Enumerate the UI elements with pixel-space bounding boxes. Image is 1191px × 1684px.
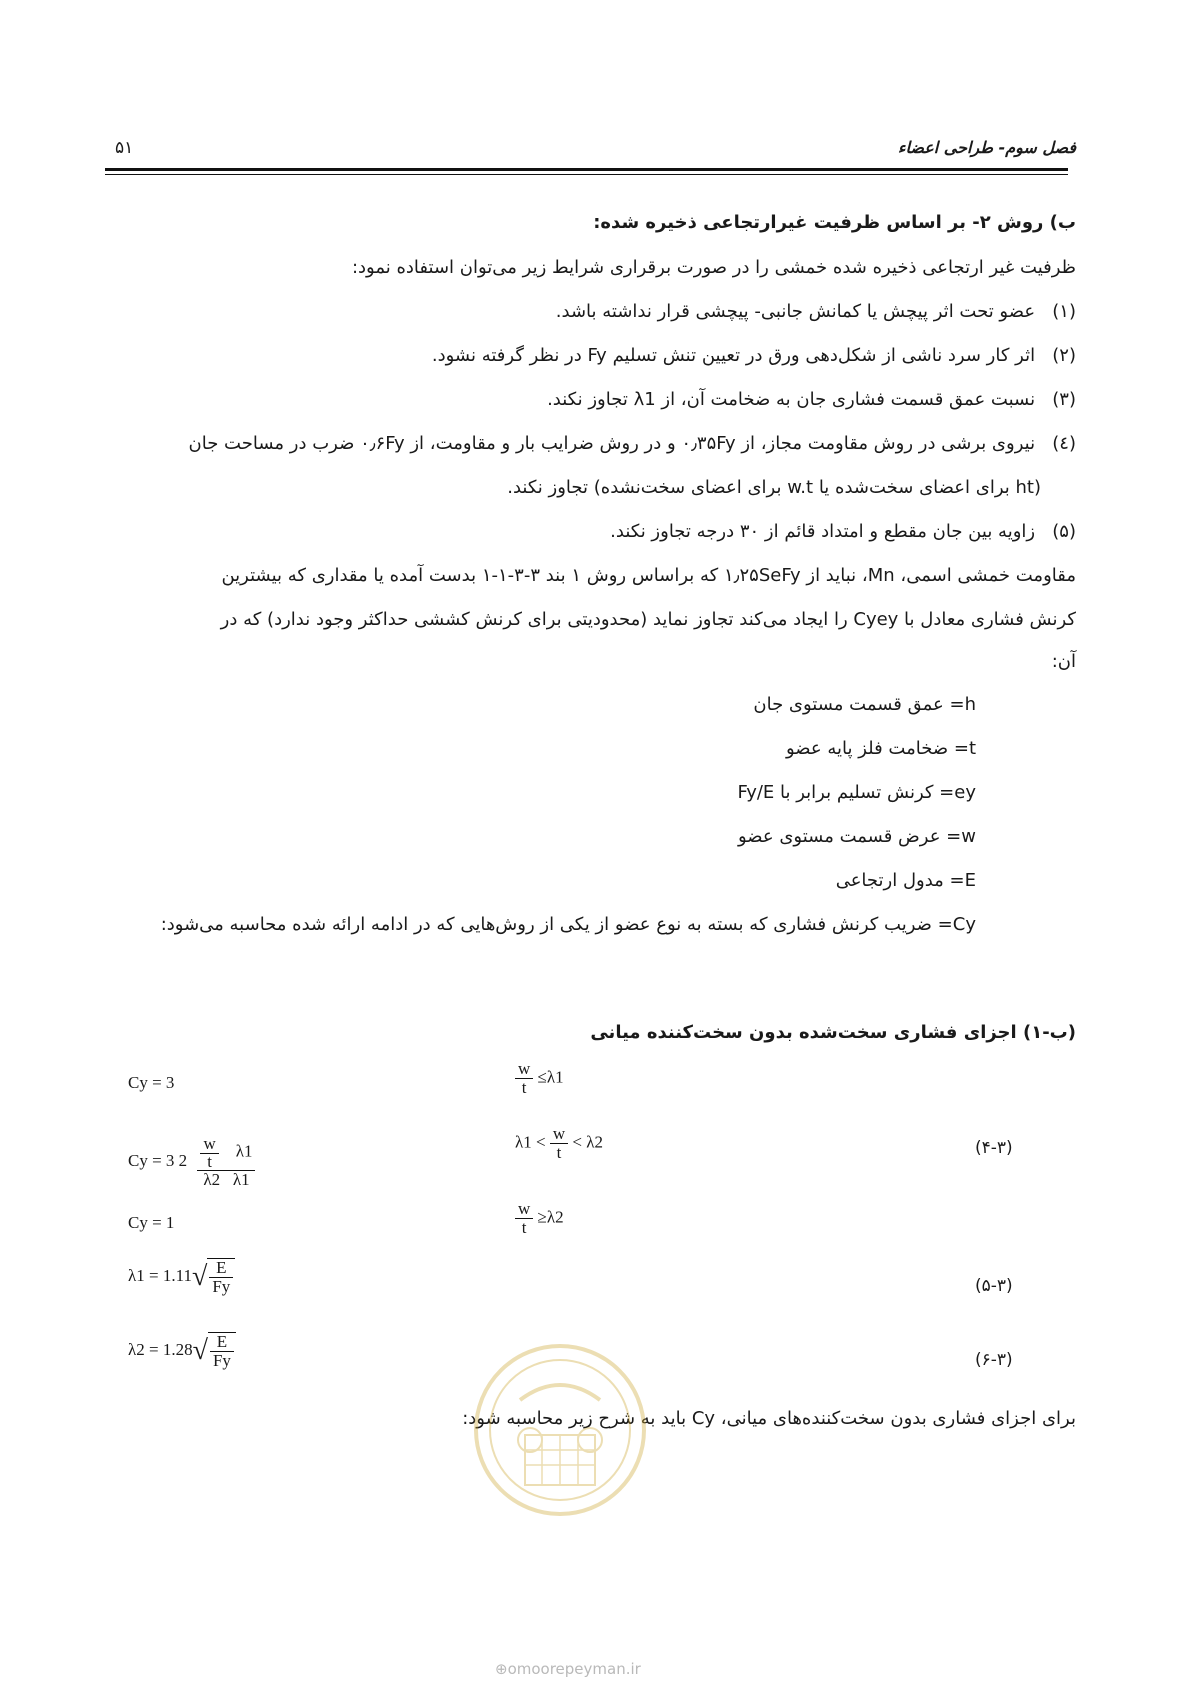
list-item-text: زاویه بین جان مقطع و امتداد قائم از ۳۰ درجه تجاوز نکند.	[610, 521, 1036, 542]
list-item-number: (۵)	[1052, 521, 1076, 542]
eq-cond-3	[515, 1200, 564, 1237]
watermark-seal-icon	[470, 1340, 650, 1520]
page-number: ۵۱	[115, 138, 134, 158]
condition-right: < λ2	[572, 1132, 603, 1152]
list-item	[432, 345, 1076, 366]
eq-cy-3: Cy = 3	[128, 1073, 175, 1092]
definition-ey: ey= کرنش تسلیم برابر با Fy/E	[737, 782, 976, 803]
equation-number: (۴-۳)	[975, 1138, 1013, 1158]
eq-cy-1: Cy = 1	[128, 1213, 175, 1232]
eq-lhs: λ1 = 1.11	[128, 1265, 192, 1285]
header-rule-thick	[105, 168, 1068, 171]
condition-text: ≤λ1	[537, 1067, 564, 1087]
watermark-text: ⊕omoorepeyman.ir	[495, 1660, 641, 1678]
list-item-number: (۲)	[1052, 345, 1076, 366]
definition-cy: Cy= ضریب کرنش فشاری که بسته به نوع عضو از یکی از روش‌هایی که در ادامه ارائه شده محاسبه می‌شود:	[160, 914, 976, 935]
list-item-number: (۱)	[1052, 301, 1076, 322]
condition-text: ≥λ2	[537, 1207, 564, 1227]
list-item-text: (ht برای اعضای سخت‌شده یا w.t برای اعضای سخت‌نشده) تجاوز نکند.	[507, 477, 1041, 498]
list-item-number: (٤)	[1052, 433, 1076, 454]
moment-paragraph-line: آن:	[1051, 651, 1076, 672]
chapter-title: فصل سوم- طراحی اعضاء	[897, 138, 1076, 157]
moment-paragraph-line: کرنش فشاری معادل با Cyey را ایجاد می‌کند تجاوز نماید (محدودیتی برای کرنش کششی حداکثر وجود ندارد) که در	[220, 609, 1076, 630]
sqrt-radicand: $\frac{E}{Fy}$	[207, 1258, 235, 1296]
section-heading: ب) روش ۲- بر اساس ظرفیت غیرارتجاعی ذخیره شده:	[593, 212, 1076, 233]
condition-left: λ1 <	[515, 1132, 546, 1152]
sqrt-radicand: $\frac{E}{Fy}$	[208, 1332, 236, 1370]
denominator: λ2 λ1	[203, 1170, 250, 1189]
equation-number: (۵-۳)	[975, 1276, 1013, 1296]
eq-lambda1: λ1 = 1.11√ $\frac{E}{Fy}$	[128, 1258, 235, 1296]
list-item-text: اثر کار سرد ناشی از شکل‌دهی ورق در تعیین تنش تسلیم Fy در نظر گرفته نشود.	[431, 345, 1036, 366]
list-item-text: عضو تحت اثر پیچش یا کمانش جانبی- پیچشی قرار نداشته باشد.	[555, 301, 1036, 322]
list-item-text: نیروی برشی در روش مقاومت مجاز، از ۰٫۳۵Fy و در روش ضرایب بار و مقاومت، از ۰٫۶Fy ضرب در مساحت جان	[188, 433, 1036, 454]
definition-t: t= ضخامت فلز پایه عضو	[785, 738, 976, 759]
eq-cond-1	[515, 1060, 564, 1097]
eq-lhs: Cy = 3 2	[128, 1150, 188, 1170]
list-item	[189, 433, 1077, 454]
closing-paragraph: برای اجزای فشاری بدون سخت‌کننده‌های میانی، Cy باید به شرح زیر محاسبه شود:	[462, 1408, 1076, 1429]
list-item-text: نسبت عمق قسمت فشاری جان به ضخامت آن، از λ1 تجاوز نکند.	[547, 389, 1036, 410]
header-rule-thin	[105, 174, 1068, 175]
fraction-w-t: $\frac{w}{t}$	[200, 1135, 218, 1170]
eq-cond-2	[515, 1125, 603, 1162]
numerator: $\frac{w}{t}$ λ1	[197, 1135, 255, 1171]
list-item	[547, 389, 1076, 410]
equation-number: (۶-۳)	[975, 1350, 1013, 1370]
eq-lambda2: λ2 = 1.28√ $\frac{E}{Fy}$	[128, 1332, 236, 1370]
list-item-number: (۳)	[1052, 389, 1076, 410]
list-item	[556, 301, 1076, 322]
fraction-w-t: $\frac{w}{t}$	[550, 1125, 568, 1162]
eq-cy-variable	[128, 1135, 255, 1189]
list-item	[610, 521, 1076, 542]
fraction-w-t: $\frac{w}{t}$	[515, 1060, 533, 1097]
definition-h: h= عمق قسمت مستوی جان	[753, 694, 976, 715]
eq-lhs: λ2 = 1.28	[128, 1339, 193, 1359]
fraction-w-t: $\frac{w}{t}$	[515, 1200, 533, 1237]
fraction-interp	[197, 1135, 255, 1189]
definition-w: w= عرض قسمت مستوی عضو	[737, 826, 976, 847]
moment-paragraph-line: مقاومت خمشی اسمی، Mn، نباید از ۱٫۲۵SeFy که براساس روش ۱ بند ۳-۳-۱-۱ بدست آمده یا مقداری که بیشترین	[221, 565, 1076, 586]
subsection-heading: (ب-۱) اجزای فشاری سخت‌شده بدون سخت‌کننده میانی	[590, 1022, 1076, 1043]
list-item-continuation	[507, 477, 1041, 498]
globe-icon: ⊕	[495, 1660, 508, 1678]
intro-paragraph: ظرفیت غیر ارتجاعی ذخیره شده خمشی را در صورت برقراری شرایط زیر می‌توان استفاده نمود:	[351, 257, 1076, 278]
definition-e: E= مدول ارتجاعی	[835, 870, 976, 891]
